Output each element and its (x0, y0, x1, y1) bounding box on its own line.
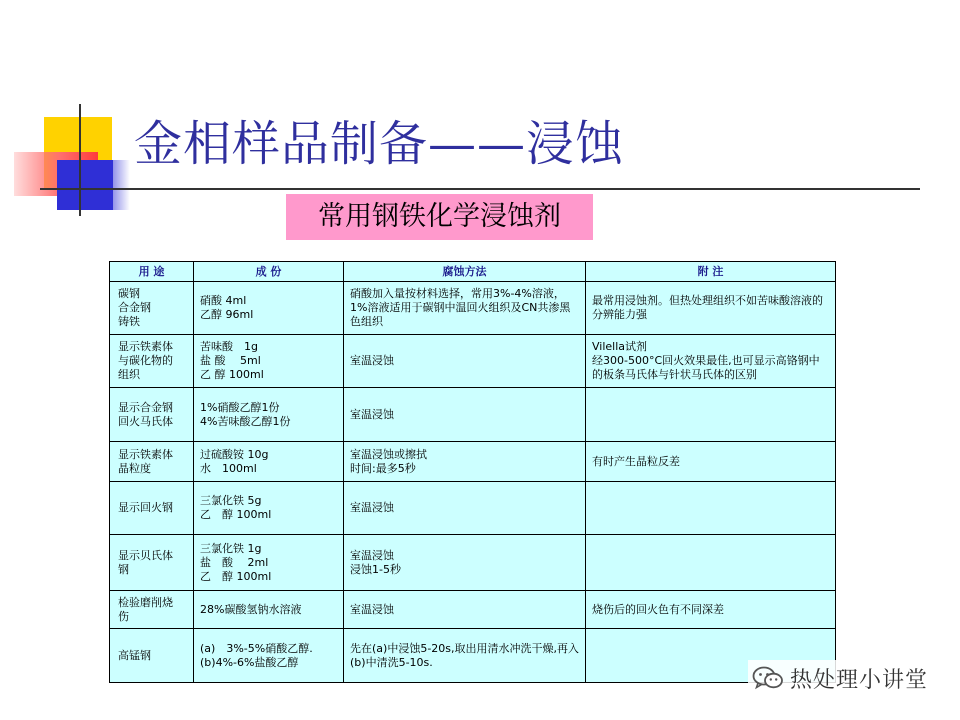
watermark (748, 660, 932, 696)
cell-note: 最常用浸蚀剂。但热处理组织不如苦味酸溶液的分辨能力强 (586, 282, 836, 335)
cell-note (586, 388, 836, 442)
cell-method: 室温浸蚀 (344, 335, 586, 388)
cell-composition: (a) 3%-5%硝酸乙醇. (b)4%-6%盐酸乙醇 (194, 629, 344, 683)
cell-use: 碳钢 合金钢 铸铁 (110, 282, 194, 335)
cell-composition: 1%硝酸乙醇1份 4%苦味酸乙醇1份 (194, 388, 344, 442)
cell-composition: 三氯化铁 1g 盐 酸 2ml 乙 醇 100ml (194, 535, 344, 591)
cell-note (586, 482, 836, 535)
cell-method: 室温浸蚀 (344, 482, 586, 535)
table-row (110, 442, 836, 482)
cell-note (586, 535, 836, 591)
cell-method: 室温浸蚀 (344, 388, 586, 442)
header-method: 腐蚀方法 (344, 262, 586, 282)
cell-method: 硝酸加入量按材料选择，常用3%-4%溶液，1%溶液适用于碳钢中温回火组织及CN共渗黑色组织 (344, 282, 586, 335)
table-row (110, 591, 836, 629)
cell-method: 室温浸蚀 (344, 591, 586, 629)
cell-composition: 硝酸 4ml 乙醇 96ml (194, 282, 344, 335)
cell-use: 显示铁素体 与碳化物的 组织 (110, 335, 194, 388)
cell-note: 烧伤后的回火色有不同深差 (586, 591, 836, 629)
watermark-text: 热处理小讲堂 (790, 667, 929, 693)
etchant-table (109, 261, 836, 683)
cell-note: Vilella试剂 经300-500°C回火效果最佳,也可显示高铬钢中的板条马氏体与针状马氏体的区别 (586, 335, 836, 388)
table-row (110, 282, 836, 335)
table-row (110, 629, 836, 683)
cell-use: 高锰钢 (110, 629, 194, 683)
header-note: 附 注 (586, 262, 836, 282)
wechat-icon (752, 665, 784, 691)
cell-composition: 三氯化铁 5g 乙 醇 100ml (194, 482, 344, 535)
cell-use: 显示贝氏体 钢 (110, 535, 194, 591)
slide-subtitle: 常用钢铁化学浸蚀剂 (286, 194, 593, 240)
decor-horizontal-line (40, 188, 920, 190)
cell-composition: 过硫酸铵 10g 水 100ml (194, 442, 344, 482)
cell-note: 有时产生晶粒反差 (586, 442, 836, 482)
slide-title: 金相样品制备——浸蚀 (134, 116, 625, 172)
cell-use: 显示铁素体 晶粒度 (110, 442, 194, 482)
cell-use: 检验磨削烧 伤 (110, 591, 194, 629)
decor-blue-block (57, 160, 113, 210)
cell-use: 显示合金钢 回火马氏体 (110, 388, 194, 442)
cell-method: 室温浸蚀 浸蚀1-5秒 (344, 535, 586, 591)
header-composition: 成 份 (194, 262, 344, 282)
cell-method: 室温浸蚀或擦拭 时间:最多5秒 (344, 442, 586, 482)
table-row (110, 335, 836, 388)
cell-composition: 28%碳酸氢钠水溶液 (194, 591, 344, 629)
cell-use: 显示回火钢 (110, 482, 194, 535)
decor-blue-fade (112, 160, 130, 210)
cell-method: 先在(a)中浸蚀5-20s,取出用清水冲洗干燥,再入(b)中清洗5-10s. (344, 629, 586, 683)
table-header-row (110, 262, 836, 282)
cell-composition: 苦味酸 1g 盐 酸 5ml 乙 醇 100ml (194, 335, 344, 388)
header-use: 用 途 (110, 262, 194, 282)
decor-vertical-line (79, 104, 81, 216)
table-row (110, 388, 836, 442)
table-row (110, 535, 836, 591)
table-row (110, 482, 836, 535)
